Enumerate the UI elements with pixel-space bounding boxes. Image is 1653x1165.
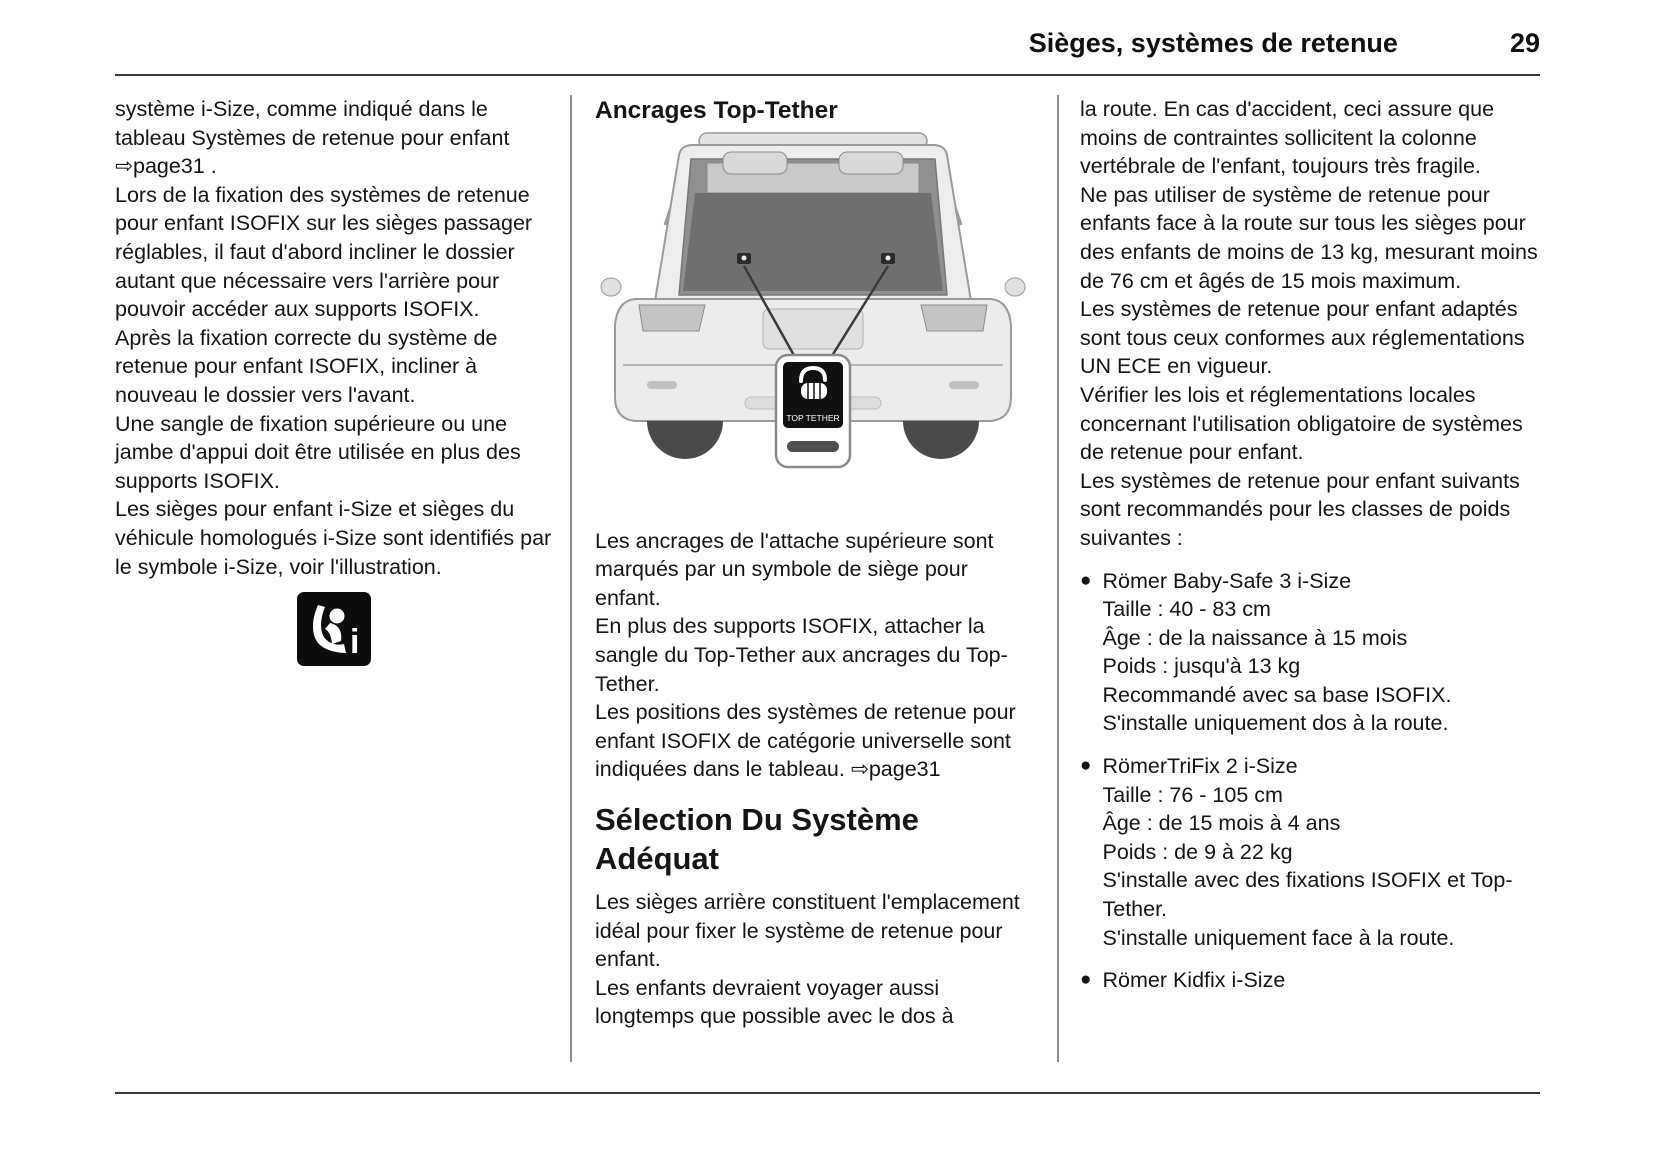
spec-line: Poids : jusqu'à 13 kg: [1102, 654, 1301, 679]
child-seat-name: Römer Kidfix i-Size: [1102, 968, 1286, 993]
page31-reference-link[interactable]: ⇨page31: [850, 757, 941, 782]
wheel-left: [647, 421, 723, 459]
paragraph: Les enfants devraient voyager aussi longtemps que possible avec le dos à: [595, 975, 954, 1029]
taillight-left: [639, 305, 705, 331]
reflector-right: [949, 381, 979, 389]
bullet-icon: ●: [1080, 969, 1092, 991]
paragraph: En plus des supports ISOFIX, attacher la sangle du Top-Tether aux ancrages du Top-Tether.: [595, 614, 1008, 696]
mirror-right: [1005, 278, 1025, 296]
list-item: [1080, 567, 1542, 739]
section-heading-top-tether: Ancrages Top-Tether: [595, 97, 838, 124]
cargo-floor: [683, 193, 943, 291]
column-left: [115, 95, 552, 667]
spec-line: Recommandé avec sa base ISOFIX.: [1102, 682, 1452, 707]
column-divider: [1057, 95, 1059, 1062]
paragraph-text: système i-Size, comme indiqué dans le tableau Systèmes de retenue pour enfant: [115, 97, 510, 150]
paragraph: Les systèmes de retenue pour enfant adaptés sont tous ceux conformes aux réglementations UN ECE en vigueur.: [1080, 297, 1525, 379]
spec-line: Âge : de 15 mois à 4 ans: [1102, 811, 1341, 836]
column-right: [1080, 95, 1542, 995]
car-rear-illustration: [595, 129, 1031, 505]
page31-reference-link[interactable]: ⇨page31: [115, 154, 205, 179]
top-tether-illustration: [595, 129, 1035, 513]
child-head-glyph: [329, 609, 344, 624]
strap-bar: [787, 441, 839, 452]
paragraph: Les ancrages de l'attache supérieure sont marqués par un symbole de siège pour enfant.: [595, 528, 994, 610]
paragraph: Vérifier les lois et réglementations locales concernant l'utilisation obligatoire de systèmes de retenue pour enfant.: [1080, 382, 1523, 465]
page-number: 29: [1509, 28, 1540, 58]
spec-line: S'installe uniquement face à la route.: [1102, 925, 1455, 950]
spec-line: Poids : de 9 à 22 kg: [1102, 839, 1293, 864]
paragraph: [595, 698, 1035, 784]
header-rule: [115, 74, 1540, 76]
paragraph: Lors de la fixation des systèmes de retenue pour enfant ISOFIX sur les sièges passager réglables, il faut d'abord incliner le dossier autant que nécessaire vers l'arrière pour pouvoir accéder aux supports ISOFIX.: [115, 182, 533, 322]
paragraph: [115, 95, 552, 181]
taillight-right: [921, 305, 987, 331]
list-item: [1080, 752, 1542, 952]
paragraph-text: .: [204, 154, 217, 179]
paragraph: Après la fixation correcte du système de retenue pour enfant ISOFIX, incliner à nouveau le dossier vers l'avant.: [115, 325, 498, 407]
bullet-icon: ●: [1080, 755, 1092, 777]
column-middle: [595, 95, 1035, 1031]
top-tether-badge: [776, 355, 850, 467]
paragraph: Ne pas utiliser de système de retenue pour enfants face à la route sur tous les sièges pour des enfants de moins de 13 kg, mesurant moins de 76 cm et âgés de 15 mois maximum.: [1080, 182, 1538, 293]
spec-line: Taille : 40 - 83 cm: [1102, 597, 1271, 622]
i-size-icon: [296, 591, 372, 667]
page-title: Sièges, systèmes de retenue: [1028, 28, 1398, 58]
top-tether-badge-label: TOP TETHER: [786, 413, 840, 423]
isize-symbol-wrap: [115, 591, 552, 667]
child-seat-name: Römer Baby-Safe 3 i-Size: [1102, 568, 1352, 593]
column-divider: [570, 95, 572, 1062]
list-item: [1080, 966, 1542, 995]
spec-line: S'installe avec des fixations ISOFIX et Top-Tether.: [1102, 868, 1513, 922]
bullet-icon: ●: [1080, 569, 1092, 591]
child-seat-name: RömerTriFix 2 i-Size: [1102, 754, 1298, 779]
reflector-left: [647, 381, 677, 389]
spec-line: S'installe uniquement dos à la route.: [1102, 711, 1449, 736]
paragraph: Une sangle de fixation supérieure ou une jambe d'appui doit être utilisée en plus des supports ISOFIX.: [115, 411, 521, 493]
isize-letter: i: [349, 623, 359, 662]
paragraph-text: Les positions des systèmes de retenue pour enfant ISOFIX de catégorie universelle sont indiquées dans le tableau.: [595, 700, 1016, 782]
page-header: [115, 28, 1540, 59]
paragraph: la route. En cas d'accident, ceci assure que moins de contraintes sollicitent la colonne vertébrale de l'enfant, toujours très fragile.: [1080, 97, 1495, 179]
paragraph: Les systèmes de retenue pour enfant suivants sont recommandés pour les classes de poids suivantes :: [1080, 468, 1520, 550]
headrest-right: [839, 152, 903, 174]
footer-rule: [115, 1092, 1540, 1094]
section-heading-selection: Sélection Du Système Adéquat: [595, 801, 919, 876]
mirror-left: [601, 278, 621, 296]
wheel-right: [903, 421, 979, 459]
spec-line: Taille : 76 - 105 cm: [1102, 782, 1283, 807]
paragraph: Les sièges arrière constituent l'emplacement idéal pour fixer le système de retenue pour enfant.: [595, 889, 1020, 972]
headrest-left: [723, 152, 787, 174]
paragraph: Les sièges pour enfant i-Size et sièges du véhicule homologués i-Size sont identifiés par le symbole i-Size, voir l'illustration.: [115, 497, 552, 579]
spec-line: Âge : de la naissance à 15 mois: [1102, 625, 1408, 650]
